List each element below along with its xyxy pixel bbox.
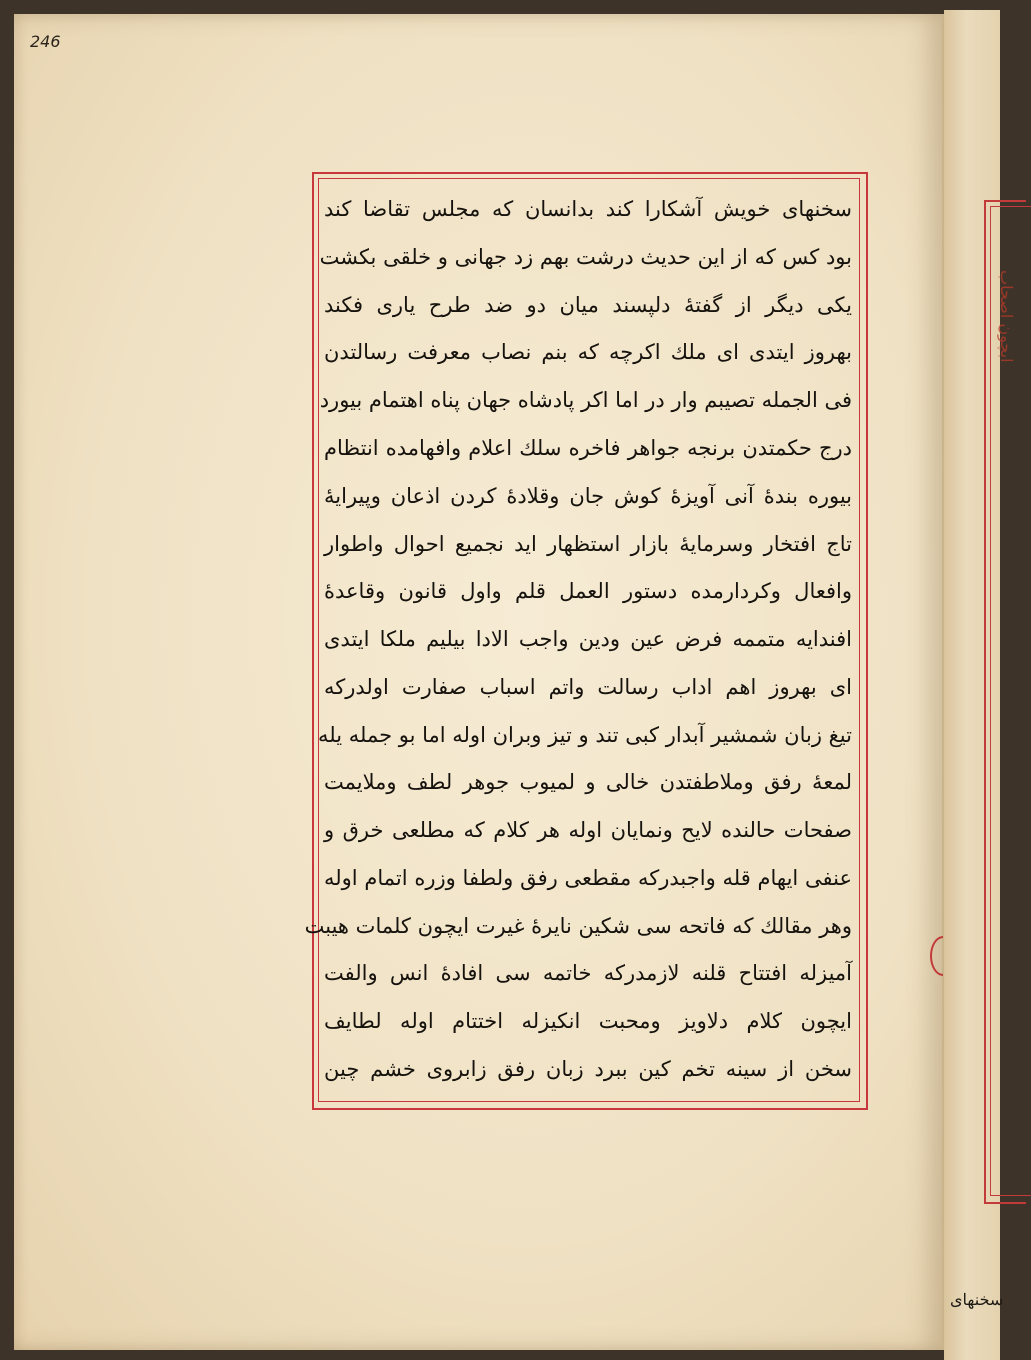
- text-line: ای بهروز اهم اداب رسالت واتم اسباب صفارت اولدرکه: [324, 675, 852, 699]
- text-block: [304, 190, 852, 1094]
- text-line: فی الجمله تصیبم وار در اما اکر پادشاه جهان پناه اهتمام بیورد: [319, 388, 852, 412]
- next-page-edge: [944, 10, 1016, 1360]
- text-line: یکی دیگر از گفتهٔ دلپسند میان دو ضد طرح یاری فکند: [324, 293, 852, 317]
- next-page-text: ابچون اصحاب: [997, 270, 1016, 363]
- text-line: صفحات حالنده لایح ونمایان اوله هر کلام که مطلعی خرق و: [324, 818, 852, 842]
- text-line: تاج افتخار وسرمایهٔ بازار استظهار اید نجمیع احوال واطوار: [324, 532, 852, 556]
- text-line: آمیزله افتتاح قلنه لازمدرکه خاتمه سی افادهٔ انس والفت: [324, 961, 852, 985]
- text-line: عنفی ایهام قله واجبدرکه مقطعی رفق ولطفا وزره اتمام اوله: [324, 866, 852, 890]
- text-line: تیغ زبان شمشیر آبدار کبی تند و تیز وبران اوله اما بو جمله یله: [318, 723, 852, 747]
- folio-number: 246: [30, 32, 61, 51]
- text-line: سخن از سینه تخم کین ببرد زبان رفق زابروی خشم چین: [324, 1057, 852, 1081]
- text-line: لمعهٔ رفق وملاطفتدن خالی و لمیوب جوهر لطف وملایمت: [324, 770, 852, 794]
- catchword: سخنهای: [950, 1290, 1004, 1309]
- text-line: درج حکمتدن برنجه جواهر فاخره سلك اعلام وافهامده انتظام: [324, 436, 852, 460]
- text-line: سخنهای خویش آشکارا کند بدانسان که مجلس تقاضا کند: [324, 197, 852, 221]
- text-line: افندایه متممه فرض عین ودین واجب الادا بیلیم ملکا ایتدی: [324, 627, 852, 651]
- text-line: وهر مقالك که فاتحه سی شکین نایرهٔ غیرت ایچون کلمات هیبت: [304, 914, 852, 938]
- text-line: بود کس که از این حدیث درشت بهم زد جهانی و خلقی بکشت: [319, 245, 852, 269]
- text-line: وافعال وکردارمده دستور العمل قلم واول قانون وقاعدهٔ: [324, 579, 852, 603]
- text-line: ایچون کلام دلاویز ومحبت انکیزله اختتام اوله لطایف: [324, 1009, 852, 1033]
- text-line: بیوره بندهٔ آنی آویزهٔ کوش جان وقلادهٔ کردن اذعان وپیرایهٔ: [324, 484, 852, 508]
- text-line: بهروز ایتدی ای ملك اکرچه که بنم نصاب معرفت رسالتدن: [324, 340, 852, 364]
